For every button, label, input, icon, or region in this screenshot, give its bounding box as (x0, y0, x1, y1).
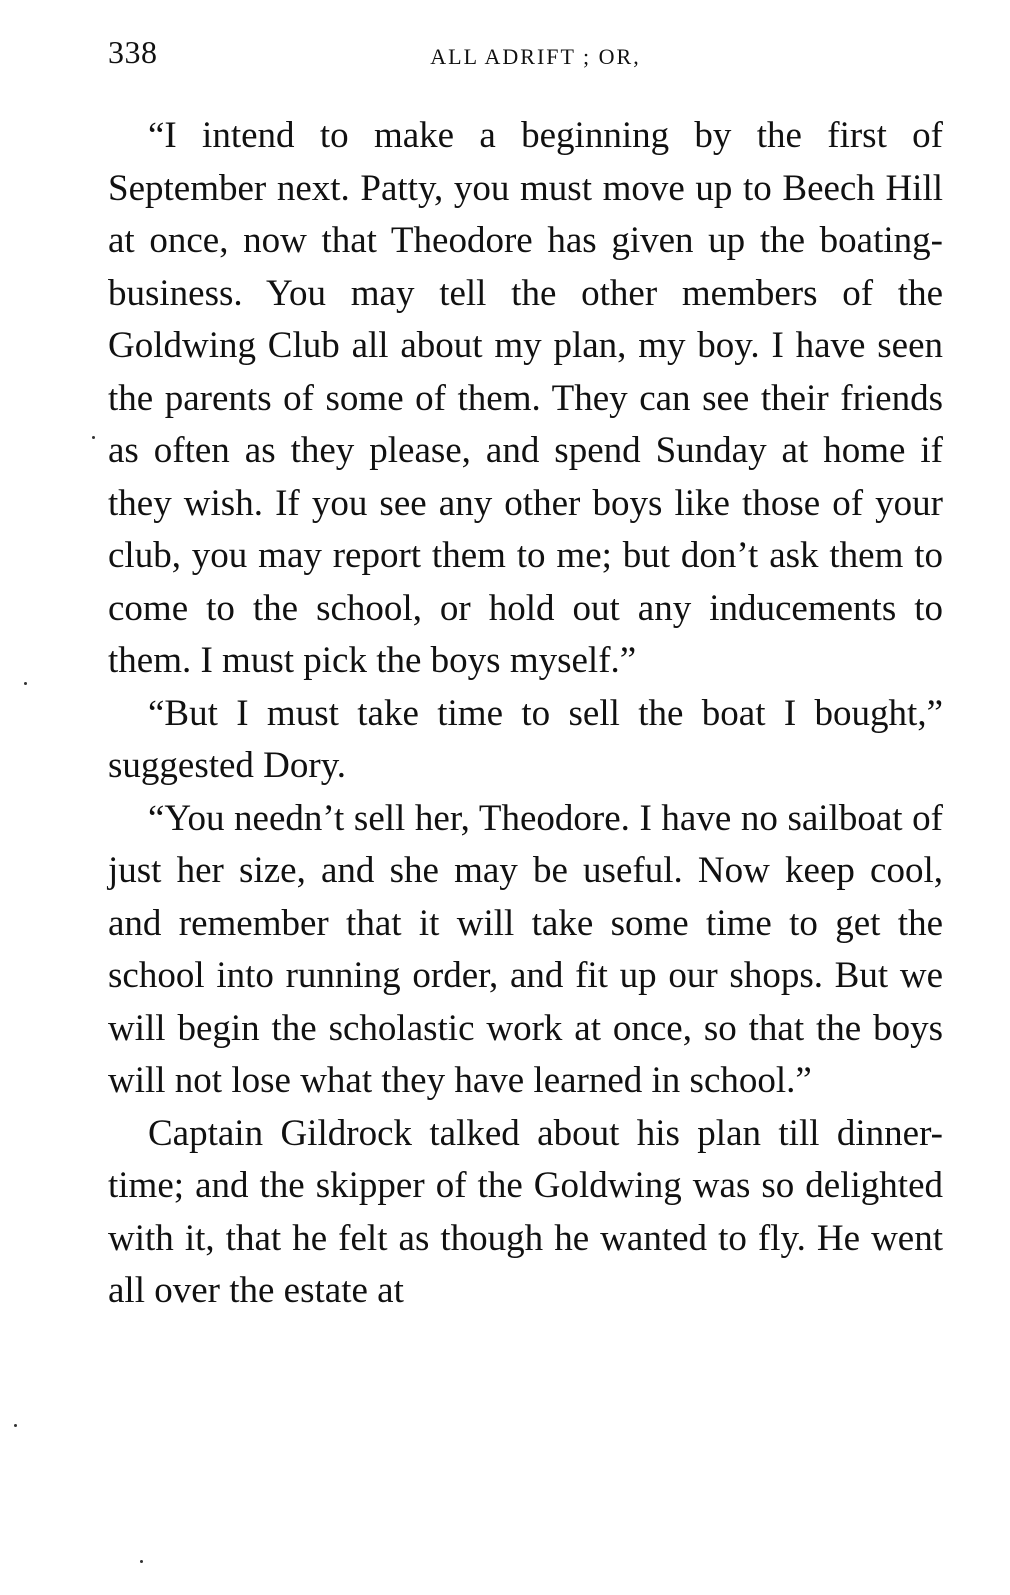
paragraph: Captain Gildrock talked about his plan till dinner-time; and the skipper of the Goldwing was so delighted with it, that he felt as though he wanted to fly. He went all over the estate at (108, 1112, 943, 1311)
running-head: ALL ADRIFT ; OR, (430, 44, 641, 69)
scan-speck (140, 1560, 143, 1563)
page-header (108, 34, 943, 78)
scan-speck (92, 436, 95, 439)
page-number: 338 (108, 34, 158, 70)
paragraph: “I intend to make a beginning by the first of September next. Patty, you must move up to Beech Hill at once, now that Theodore has given up the boating-business. You may tell the other members of the Goldwing Club all about my plan, my boy. I have seen the parents of some of them. They can see their friends as often as they please, and spend Sunday at home if they wish. If you see any other boys like those of your club, you may report them to me; but don’t ask them to come to the school, or hold out any inducements to them. I must pick the boys myself.” (108, 115, 943, 681)
body-text (108, 110, 943, 1318)
paragraph: “But I must take time to sell the boat I bought,” suggested Dory. (108, 692, 943, 786)
scan-speck (14, 1424, 17, 1427)
paragraph: “You needn’t sell her, Theodore. I have no sailboat of just her size, and she may be useful. Now keep cool, and remember that it will take some time to get the school into running order, and fit up our shops. But we will begin the scholastic work at once, so that the boys will not lose what they have learned in school.” (108, 797, 943, 1101)
scan-speck (24, 682, 27, 685)
